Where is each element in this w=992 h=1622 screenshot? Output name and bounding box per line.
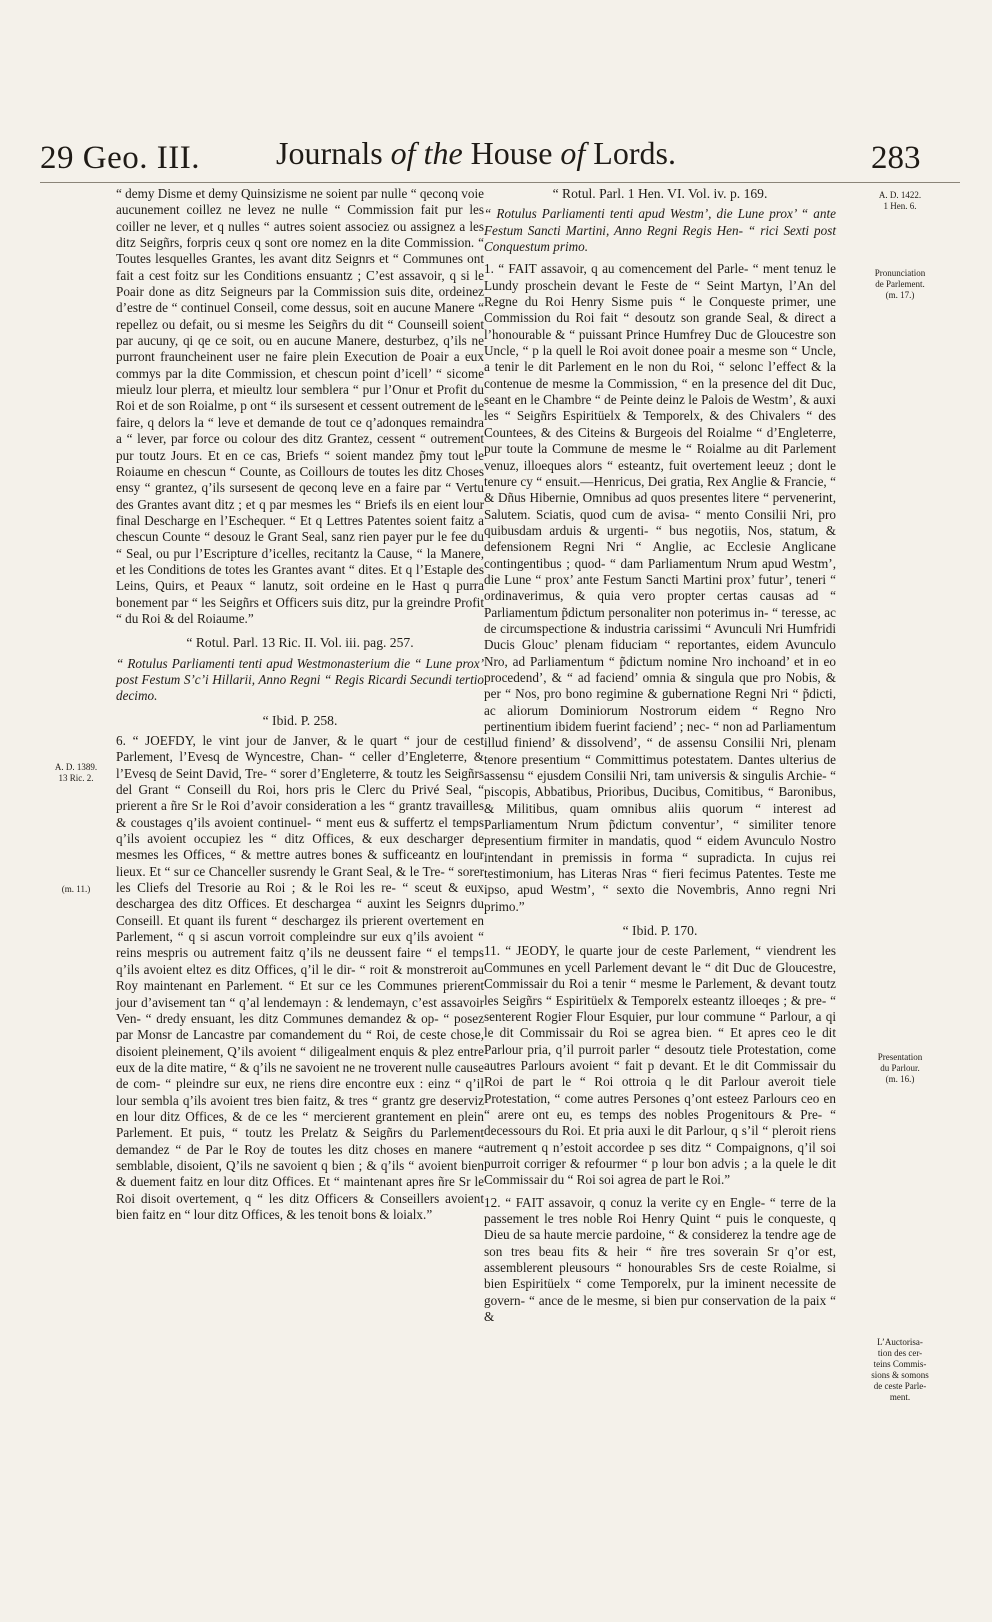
margin-line: ment.	[889, 1392, 911, 1402]
margin-note-pronunciation	[840, 268, 960, 301]
margin-line: (m. 17.)	[885, 290, 915, 300]
rotulus-heading: “ Rotulus Parliamenti tenti apud Westmonasterium die “ Lune prox’ post Festum S’c’i Hillarii, Anno Regni “ Regis Ricardi Secundi tertio decimo.	[116, 655, 484, 704]
margin-line: sions & somons	[871, 1370, 929, 1380]
margin-line: Pronunciation	[874, 268, 926, 278]
title-part-the: the	[415, 135, 471, 171]
margin-date: A. D. 1422.	[878, 190, 922, 200]
citation-ibid: “ Ibid. P. 258.	[262, 712, 338, 728]
margin-note-date-right	[840, 190, 960, 212]
paragraph-continuation: “ demy Disme et demy Quinsizisme ne soient par nulle “ qeconq voie aucunement coillez ne levez ne nulle “ Commission fait pur les coiller ne lever, et q nulles “ autres soient associez ou assignez a les ditz Seigñrs, forpris ceux q sont ore nomez en la dite Commission. “ Toutes lesquelles Grantes, les avant ditz Seignrs et “ Communes ont fait a cest foitz sur les Conditions ensuantz ; C’est assavoir, q si le Poair done as ditz Seigneurs par la Commission suis dite, ordeinez d’estre de “ continuel Conseil, come dessus, soit en aucune Manere “ repellez ou defait, ou si mesme les Seigñrs du dit “ Counseill soient par aucuny, qi qe ce soit, ou en aucune Manere, desturbez, q’ils ne purront frauncheinent user ne faire plein Execution de Poair a eux commys par la dite Commission, et chescun point d’icell’ “ sicome mieulz lour plerra, et mieultz lour semblera “ pur l’Onur et Profit du Roi et de son Roialme, p ont “ ils sursesent et cessent outrement de le faire, q delors la “ leve et demande de tout ce q’adonques remaindra a “ lever, par force ou colour des ditz Grantez, cessent “ outrement pur toutz Jours. Et en ce cas, Briefs “ soient mandez p̃my tout le Roiaume en chescun “ Counte, as Coillours de toutes les ditz Choses ensy “ grantez, q’ils sursesent de qeconq leve en a faire par “ Vertu des Grantes avant ditz ; et q par mesmes les “ Briefs ils en eient lour final Descharge en l’Eschequer. “ Et q Lettres Patentes soient faitz a chescun Counte “ desouz le Grant Seal, sanz rien payer pur le fee du “ Seal, ou pur l’Escripture d’icelles, recitantz la Cause, “ la Manere, et les Conditions de totes les Grantes avant “ dites. Et q l’Estaple des Leins, Quirs, et Peaux “ lanutz, soit ordeine en le Hast q purra bonement par “ les Seigñrs et Officers suis ditz, pur la greindre Profit “ du Roi & del Roiaume.”	[116, 186, 484, 626]
margin-line: Presentation	[877, 1052, 923, 1062]
left-column	[116, 186, 484, 1229]
margin-reign: 13 Ric. 2.	[58, 773, 94, 783]
title-part-house: House	[470, 135, 561, 171]
margin-line: teins Commis-	[873, 1359, 927, 1369]
margin-note-date-left	[40, 762, 112, 784]
title-part-of-2: of	[560, 135, 586, 171]
citation-rotuli: “ Rotul. Parl. 1 Hen. VI. Vol. iv. p. 169.	[552, 186, 768, 201]
margin-line: (m. 16.)	[885, 1074, 915, 1084]
right-column	[484, 186, 836, 1331]
paragraph-12: 12. “ FAIT assavoir, q conuz la verite cy en Engle- “ terre de la passement le tres noble Roi Henry Quint “ puis le conqueste, q Dieu de sa haute mercie pardoine, “ & considerez la tendre age de son tres beau fits & heir “ ñre tres soverain Sr q’or est, assemblerent pleusours “ honourables Srs de ceste Roialme, si bien Espiritüelx “ come Temporelx, pur la iminent necessite de govern- “ ance de le mesme, si bien pur conservation de la paix “ &	[484, 1194, 836, 1325]
paragraph-6: 6. “ JOEFDY, le vint jour de Janver, & le quart “ jour de cest Parlement, l’Evesq de Wyncestre, Chan- “ celler d’Engleterre, & l’Evesq de Seint David, Tre- “ sorer d’Engleterre, & toutz les Seigñrs del Grant “ Conseill du Roi, hors pris le Clerc du Privé Seal, “ prierent a ñre Sr le Roi d’avoir consideration a les “ grantz travailles & coustages q’ils avoient continuel- “ ment eus & suffertz el temps q’ils avoient occupiez les “ ditz Offices, & eux descharger de mesmes les Offices, “ & mettre autres bones & sufficeantz en lour lieux. Et “ sur ce Chanceller susrendy le Grant Seal, & le Tre- “ sorer les Cliefs del Tresorie au Roi ; & le Roi les re- “ sceut & eux deschargea des ditz Offices. Et deschargea “ auxint les Seignrs du Conseill. Et quant ils furent “ deschargez ils prierent overtement en Parlement, “ q si ascun vorroit compleindre sur eux q’ils avoient “ reins mespris ou autrement faitz q’ils ne deussent faire “ el temps q’ils avoient eltez es ditz Offices, q’il le dir- “ roit & monstreroit au Roy maintenant en Parlement. “ Et sur ce les Communes prierent jour d’avisement tan “ q’al lendemayn : & lendemayn, c’est assavoir Ven- “ dredy ensuant, les ditz Communes demandez & op- “ posez par Monsr de Lancastre par comandement du “ Roi, de ceste chose, disoient pleinement, Q’ils avoient “ diligealment enquis & plez entre eux de la dite matire, “ & q’ils ne savoient ne ne troverent nulle cause de com- “ pleindre sur eux, ne riens dire encontre eux : einz “ q’il lour sembla q’ils avoient tres bien faitz, & tres “ grantz gre deserviz en lour ditz Offices, & de ce les “ mercierent grantement en plein Parlement. Et puis, “ toutz les Prelatz & Seigñrs du Parlement demandez “ de Par le Roy de toutes les ditz choses en manere “ semblable, disoient, Q’ils ne savoient q bien ; & q’ils “ avoient bien & duement faitz en lour ditz Offices. Et “ maintenant apres ñre Sr le Roi disoit overtement, q “ les ditz Officers & Conseillers avoient bien faitz en “ lour ditz Offices, & les tenoit bons & loialx.”	[116, 733, 485, 1222]
margin-reign: 1 Hen. 6.	[883, 201, 917, 211]
margin-note-authorisation	[840, 1337, 960, 1403]
margin-line: L’Auctorisa-	[877, 1337, 923, 1347]
paragraph-1: 1. “ FAIT assavoir, q au comencement del Parle- “ ment tenuz le Lundy proschein devant le Feste de “ Seint Martyn, l’An del Regne du Roi Henry Sisme puis “ le Conqueste primer, une Commission du Roi fait “ desoutz son grande Seal, & direct a l’honourable & “ puissant Prince Humfrey Duc de Gloucestre son Uncle, “ p la quell le Roi avoit donee poair a mesme son “ Uncle, a tenir le dit Parlement en le non du Roi, “ selonc l’effect & la contenue de mesme la Commission, “ en la presence del dit Duc, seant en le Chambre “ de Peinte deinz le Palois de Westm’, & auxi les “ Seigñrs Espiritüelx & Temporelx, & des Chivalers “ des Countees, & des Citeins & Burgeois del Roialme “ d’Engleterre, pur toute la Commune de mesme le “ Roialme au dit Parlement venuz, illoeques alors “ esteantz, fuit overtement leeuz ; dont le tenure cy “ ensuit.—Henricus, Dei gratia, Rex Anglie & Francie, “ & Dñus Hibernie, Omnibus ad quos presentes litere “ pervenerint, Salutem. Sciatis, quod cum de avisa- “ mento Consilii Nri, pro quibusdam arduis & urgenti- “ bus negotiis, Nos, statum, & defensionem Regni Nri “ Anglie, ac Ecclesie Anglicane contingentibus ; quod- “ dam Parliamentum Nrum apud Westm’, die Lune “ prox’ ante Festum Sancti Martini prox’ futur’, teneri “ ordinaverimus, & quia vero propter certas causas ad “ Parliamentum p̃dictum personaliter non poterimus in- “ teresse, ac de circumspectione & industria carissimi “ Avunculi Nri Humfridi Ducis Glouc’ plenam fiduciam “ reportantes, eidem Avunculo Nro, ad Parliamentum “ p̃dictum nomine Nro inchoand’ et in eo procedend’, & “ ad faciend’ omnia & singula que pro Nobis, & per “ Nos, pro bono regimine & gubernatione Regni Nri “ p̃dicti, ac aliorum Dominiorum Nostrorum eidem “ Regno Nro pertinentium ibidem fuerint faciend’ ; nec- “ non ad Parliamentum illud finiend’ & dissolvend’, “ de assensu Consilii Nri, plenam tenore presentium “ Committimus potestatem. Dantes ulterius de assensu “ ejusdem Consilii Nri, tam universis & singulis Archie- “ piscopis, Abbatibus, Prioribus, Ducibus, Comitibus, “ Baronibus, & Militibus, quam omnibus aliis quorum “ interest ad Parliamentum Nrum p̃dictum conventur’, “ similiter tenore presentium firmiter in mandatis, quod “ eidem Avunculo Nostro intendant in premissis in forma “ supradicta. In cujus rei testimonium, has Literas Nras “ fieri fecimus Patentes. Teste me ipso, apud Westm’, “ sexto die Novembris, Anno regni Nri primo.”	[484, 261, 836, 914]
margin-note-membrane-left: (m. 11.)	[61, 884, 91, 894]
margin-line: du Parlour.	[880, 1063, 920, 1073]
header-rule	[40, 182, 960, 183]
running-head-regnal-year: 29 Geo. III.	[40, 140, 200, 176]
margin-line: tion des cer-	[877, 1348, 923, 1358]
title-part-journals: Journals	[276, 135, 391, 171]
rotulus-heading: “ Rotulus Parliamenti tenti apud Westm’, die Lune prox’ “ ante Festum Sancti Martini, Anno Regni Regis Hen- “ rici Sexti post Conquestum primo.	[484, 206, 836, 255]
citation-ibid: “ Ibid. P. 170.	[622, 923, 698, 939]
margin-date: A. D. 1389.	[54, 762, 98, 772]
paragraph-11: 11. “ JEODY, le quarte jour de ceste Parlement, “ viendrent les Communes en ycell Parlement devant le “ dit Duc de Gloucestre, Commissair du Roi a tenir “ mesme le Parlement, & devant toutz les Seigñrs “ Espiritüelx & Temporelx esteantz illoeqes ; & pre- “ senterent Rogier Flour Esquier, pur lour commune “ Parlour, a qi le dit Commissair du Roi se agrea bien. “ Et apres ceo le dit Parlour pria, q’il purroit parler “ desoutz tiele Protestation, come autres Parlours avoient “ fait p devant. Et le dit Commissair du Roi de part le “ Roi ottroia q le dit Parlour averoit tiele Protestation, “ come autres Persones q’ont esteez Parlours ceo en “ arere ont eu, es temps des nobles Progenitours & Pre- “ decessours du Roi. Et pria auxi le dit Parlour, q s’il “ pleroit riens autrement q n’estoit accordee p ses ditz “ Compaignons, q’il soi purroit corriger & refourmer “ p lour bon advis ; a la quele le dit Commissair du “ Roi soi agrea de part le Roi.”	[484, 943, 836, 1188]
margin-line: de Parlement.	[875, 279, 925, 289]
page-number: 283	[871, 140, 921, 176]
running-head-title	[276, 135, 676, 172]
margin-line: de ceste Parle-	[873, 1381, 927, 1391]
citation-rotuli: “ Rotul. Parl. 13 Ric. II. Vol. iii. pag. 257.	[186, 635, 414, 651]
title-part-of: of	[390, 135, 416, 171]
margin-note-presentation	[840, 1052, 960, 1085]
title-part-lords: Lords.	[585, 135, 676, 171]
